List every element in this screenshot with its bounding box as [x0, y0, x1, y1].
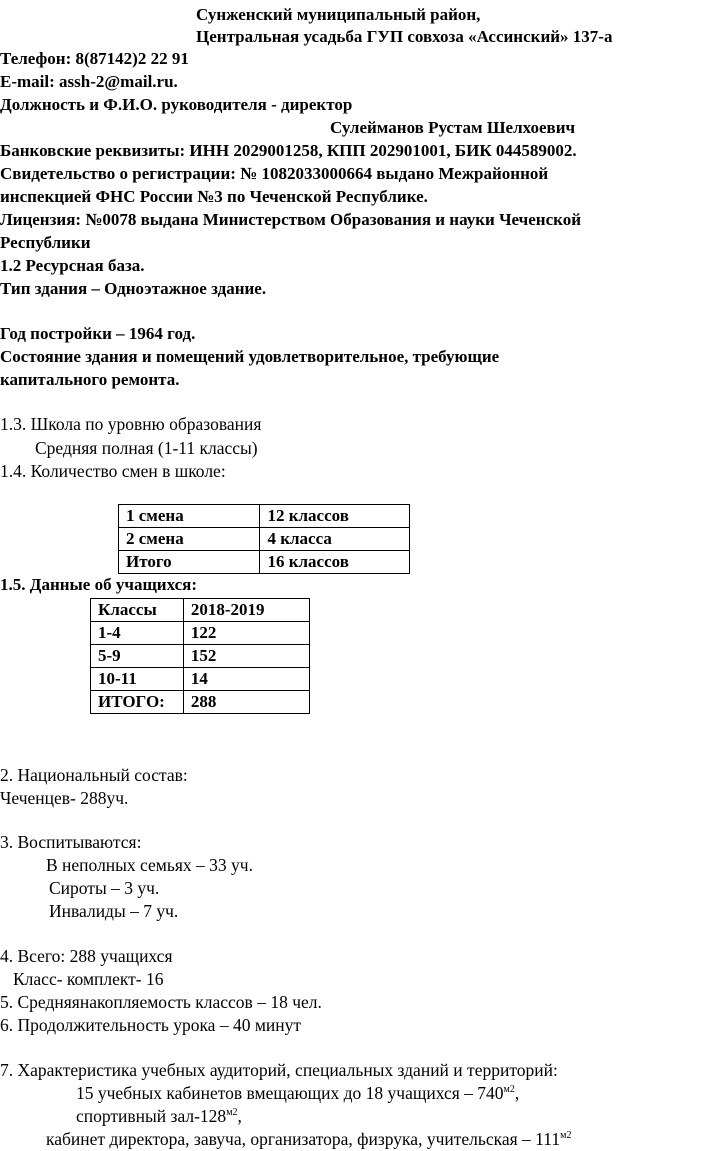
grade-cell: 5-9 — [91, 645, 184, 668]
director-name-line: Сулейманов Рустам Шелхоевич — [330, 118, 576, 137]
shift-name-cell: Итого — [119, 551, 260, 574]
count-cell: 14 — [183, 668, 309, 691]
district-line: Сунженский муниципальный район, — [196, 5, 481, 24]
gym-line — [76, 1105, 242, 1127]
grade-cell: ИТОГО: — [91, 691, 184, 714]
phone-line: Телефон: 8(87142)2 22 91 — [0, 49, 189, 68]
incomplete-families-line: В неполных семьях – 33 уч. — [46, 855, 253, 875]
orphans-line: Сироты – 3 уч. — [49, 878, 160, 898]
condition-line-2: капитального ремонта. — [0, 370, 180, 389]
registration-line-1: Свидетельство о регистрации: № 1082033000664 выдано Межрайонной — [0, 164, 549, 183]
grade-cell: 1-4 — [91, 622, 184, 645]
gym-unit: м2 — [226, 1107, 238, 1118]
cabinets-text: 15 учебных кабинетов вмещающих до 18 учащихся – 740 — [76, 1083, 504, 1103]
class-fill-line: 5. Средняянакопляемость классов – 18 чел. — [0, 992, 322, 1012]
disabled-line: Инвалиды – 7 уч. — [49, 901, 179, 921]
total-students-line: 4. Всего: 288 учащихся — [0, 946, 173, 966]
shift-name-cell: 2 смена — [119, 528, 260, 551]
bank-details-line: Банковские реквизиты: ИНН 2029001258, КПП 202901001, БИК 044589002. — [0, 141, 577, 160]
building-type-line: Тип здания – Одноэтажное здание. — [0, 279, 267, 298]
national-value: Чеченцев- 288уч. — [0, 788, 129, 808]
students-table — [90, 598, 310, 714]
shifts-table — [118, 504, 410, 574]
school-level-value: Средняя полная (1-11 классы) — [35, 438, 258, 458]
table-row — [119, 505, 410, 528]
table-row — [91, 622, 310, 645]
facilities-heading: 7. Характеристика учебных аудиторий, специальных зданий и территорий: — [0, 1060, 558, 1080]
license-line-2: Республики — [0, 233, 91, 252]
count-cell: 152 — [183, 645, 309, 668]
cabinets-tail: , — [514, 1083, 520, 1103]
construction-year-line: Год постройки – 1964 год. — [0, 324, 196, 343]
table-row — [91, 645, 310, 668]
registration-line-2: инспекцией ФНС России №3 по Чеченской Республике. — [0, 187, 428, 206]
column-header-classes: Классы — [91, 599, 184, 622]
condition-line-1: Состояние здания и помещений удовлетворительное, требующие — [0, 347, 500, 366]
director-position-line: Должность и Ф.И.О. руководителя - директор — [0, 95, 353, 114]
table-header-row — [91, 599, 310, 622]
email-line: E-mail: assh-2@mail.ru. — [0, 72, 178, 91]
class-complect-line: Класс- комплект- 16 — [13, 969, 164, 989]
gym-tail: , — [237, 1106, 242, 1126]
school-level-label: 1.3. Школа по уровню образования — [0, 414, 262, 434]
shift-classes-cell: 16 классов — [260, 551, 410, 574]
address-line: Центральная усадьба ГУП совхоза «Ассинский» 137-а — [196, 27, 613, 46]
upbringing-heading: 3. Воспитываются: — [0, 832, 142, 852]
national-heading: 2. Национальный состав: — [0, 765, 188, 785]
table-row — [91, 668, 310, 691]
grade-cell: 10-11 — [91, 668, 184, 691]
table-row — [119, 528, 410, 551]
offices-text: кабинет директора, завуча, организатора, физрука, учительская – 111 — [46, 1129, 561, 1149]
resource-heading: 1.2 Ресурсная база. — [0, 256, 145, 275]
shift-name-cell: 1 смена — [119, 505, 260, 528]
students-heading: 1.5. Данные об учащихся: — [0, 575, 198, 594]
offices-unit: м2 — [560, 1130, 572, 1141]
shifts-label: 1.4. Количество смен в школе: — [0, 461, 226, 481]
cabinets-line — [76, 1082, 519, 1104]
column-header-year: 2018-2019 — [183, 599, 309, 622]
license-line-1: Лицензия: №0078 выдана Министерством Образования и науки Чеченской — [0, 210, 582, 229]
cabinets-unit: м2 — [503, 1084, 515, 1095]
table-row — [91, 691, 310, 714]
table-row — [119, 551, 410, 574]
count-cell: 122 — [183, 622, 309, 645]
lesson-duration-line: 6. Продолжительность урока – 40 минут — [0, 1015, 302, 1035]
offices-line — [46, 1128, 571, 1150]
shift-classes-cell: 4 класса — [260, 528, 410, 551]
shift-classes-cell: 12 классов — [260, 505, 410, 528]
count-cell: 288 — [183, 691, 309, 714]
gym-text: спортивный зал-128 — [76, 1106, 227, 1126]
